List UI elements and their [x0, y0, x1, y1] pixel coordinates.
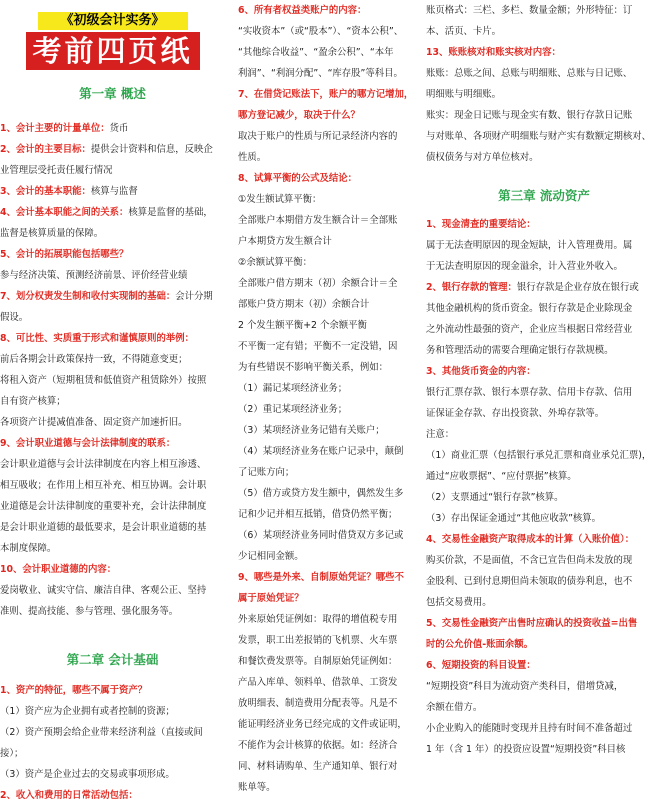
text-line [426, 298, 662, 319]
point-text: （2）重记某项经济业务； [238, 404, 348, 415]
text-line [238, 630, 420, 651]
point-text: 购买价款，不是面值，不含已宣告但尚未发放的现 [426, 555, 633, 566]
text-line [0, 286, 225, 307]
point-text: 明细账与明细账。 [426, 89, 502, 100]
text-line [426, 21, 662, 42]
point-heading: 3、其他货币资金的内容： [426, 366, 536, 377]
point-text: 业管理层受托责任履行情况 [0, 165, 113, 176]
text-line [426, 84, 662, 105]
point-text: 前后各期会计政策保持一致，不得随意变更； [0, 354, 188, 365]
point-text: 监督是核算质量的保障。 [0, 228, 104, 239]
text-line [0, 475, 225, 496]
col3-lines-2 [426, 214, 662, 760]
col1-lines-2 [0, 680, 225, 806]
chapter-heading: 第一章 概述 [79, 86, 146, 101]
text-line [426, 487, 662, 508]
text-line [238, 651, 420, 672]
text-line [0, 580, 225, 601]
point-text: 于无法查明原因的现金溢余，计入营业外收入。 [426, 261, 623, 272]
point-heading: 6、所有者权益类账户的内容： [238, 5, 367, 16]
point-heading: 2、收入和费用的日常活动包括： [0, 790, 138, 801]
point-heading: 7、在借贷记账法下，账户的哪方记增加， [238, 89, 414, 100]
point-text: （6）某项经济业务同时借贷双方多记或 [238, 530, 404, 541]
point-text: “实收资本”（或“股本”）、“资本公积”、 [238, 26, 404, 37]
point-heading: 9、会计职业道德与会计法律制度的联系： [0, 438, 176, 449]
point-text: （3）资产是企业过去的交易或事项形成。 [0, 769, 175, 780]
text-line [426, 235, 662, 256]
text-line [0, 785, 225, 806]
text-line [0, 349, 225, 370]
text-line [0, 454, 225, 475]
text-line [238, 441, 420, 462]
text-line [426, 508, 662, 529]
text-line [238, 147, 420, 168]
text-line [0, 517, 225, 538]
column-3 [426, 0, 662, 755]
point-heading: 8、可比性、实质重于形式和谨慎原则的举例： [0, 333, 195, 344]
point-text: 余额在借方。 [426, 702, 483, 713]
point-text: （1）漏记某项经济业务； [238, 383, 348, 394]
text-line [238, 462, 420, 483]
point-text: 了记账方向； [238, 467, 295, 478]
point-text: 其他金融机构的货币资金。银行存款是企业除现金 [426, 303, 633, 314]
chapter-heading: 第三章 流动资产 [498, 188, 590, 203]
text-line [238, 210, 420, 231]
point-text: 账账：总账之间、总账与明细账、总账与日记账、 [426, 68, 633, 79]
point-heading: 9、哪些是外来、自制原始凭证？哪些不 [238, 572, 404, 583]
point-text: 提供会计资料和信息，反映企 [90, 144, 213, 155]
text-line [238, 546, 420, 567]
point-heading: 属于原始凭证？ [238, 593, 304, 604]
text-line [426, 0, 662, 21]
point-text: 自有资产核算； [0, 396, 66, 407]
text-line [0, 202, 225, 223]
text-line [238, 567, 420, 588]
text-line [238, 525, 420, 546]
text-line [238, 336, 420, 357]
text-line [238, 126, 420, 147]
text-line [238, 756, 420, 777]
point-text: 通过“应收票据”、“应付票据”核算。 [426, 471, 577, 482]
text-line [238, 42, 420, 63]
text-line [0, 680, 225, 701]
text-line [0, 764, 225, 785]
point-text: 账实：现金日记账与现金实有数、银行存款日记账 [426, 110, 633, 121]
point-text: 本、活页、卡片。 [426, 26, 502, 37]
text-line [0, 139, 225, 160]
col3-lines [426, 0, 662, 168]
point-text: （2）支票通过“银行存款”核算。 [426, 492, 564, 503]
point-text: 取决于账户的性质与所记录经济内容的 [238, 131, 398, 142]
point-heading: 1、现金清查的重要结论： [426, 219, 536, 230]
point-text: 货币 [109, 123, 129, 134]
point-text: 小企业购入的能随时变现并且持有时间不准备超过 [426, 723, 633, 734]
text-line [0, 391, 225, 412]
text-line [426, 655, 662, 676]
text-line [0, 328, 225, 349]
text-line [0, 118, 225, 139]
point-text: 户本期贷方发生额合计 [238, 236, 332, 247]
column-1 [0, 0, 225, 801]
text-line [238, 399, 420, 420]
text-line [0, 307, 225, 328]
text-line [426, 613, 662, 634]
text-line [426, 319, 662, 340]
point-text: 部账户贷方期末（初）余额合计 [238, 299, 370, 310]
point-text: 外来原始凭证例如：取得的增值税专用 [238, 614, 398, 625]
text-line [238, 609, 420, 630]
point-text: 是会计职业道德的最低要求，是会计职业道德的基 [0, 522, 207, 533]
column-2 [238, 0, 420, 793]
point-text: 性质。 [238, 152, 267, 163]
text-line [426, 571, 662, 592]
point-heading: 哪方登记减少，取决于什么？ [238, 110, 360, 121]
text-line [0, 160, 225, 181]
text-line [0, 701, 225, 722]
text-line [0, 181, 225, 202]
text-line [0, 722, 225, 764]
point-text: ②余额试算平衡： [238, 257, 313, 268]
point-text: 属于无法查明原因的现金短缺，计入管理费用。属 [426, 240, 633, 251]
point-text: 本制度保障。 [0, 543, 57, 554]
point-text: 和餐饮费发票等。自制原始凭证例如： [238, 656, 398, 667]
text-line [426, 42, 662, 63]
point-text: （3）存出保证金通过“其他应收款”核算。 [426, 513, 602, 524]
point-text: “其他综合收益”、“盈余公积”、“本年 [238, 47, 394, 58]
col1-lines [0, 118, 225, 622]
text-line [0, 223, 225, 244]
point-text: 发票，职工出差报销的飞机票、火车票 [238, 635, 398, 646]
point-heading: 7、划分权责发生制和收付实现制的基础： [0, 291, 176, 302]
point-heading: 4、会计基本职能之间的关系： [0, 207, 129, 218]
text-line [238, 483, 420, 504]
point-text: 之外流动性最强的资产，企业应当根据日常经营业 [426, 324, 633, 335]
text-line [0, 265, 225, 286]
point-text: 不能作为会计核算的依据。如：经济合 [238, 740, 398, 751]
point-text: 银行存款是企业存放在银行或 [516, 282, 639, 293]
point-text: 少记相同金额。 [238, 551, 304, 562]
text-line [426, 634, 662, 655]
point-text: 包括交易费用。 [426, 597, 492, 608]
text-line [238, 294, 420, 315]
point-text: （4）某项经济业务在账户记录中，颠倒 [238, 446, 404, 457]
text-line [238, 693, 420, 714]
point-heading: 10、会计职业道德的内容： [0, 564, 117, 575]
point-text: ①发生额试算平衡： [238, 194, 322, 205]
text-line [238, 420, 420, 441]
point-text: （1）资产应为企业拥有或者控制的资源； [0, 706, 175, 717]
point-text: （5）借方或贷方发生额中，偶然发生多 [238, 488, 404, 499]
text-line [426, 592, 662, 613]
text-line [238, 231, 420, 252]
point-text: 产品入库单、领料单、借款单、工资发 [238, 677, 398, 688]
text-line [238, 588, 420, 609]
text-line [0, 412, 225, 433]
point-heading: 6、短期投资的科目设置： [426, 660, 536, 671]
point-text: 2 个发生额平衡+2 个余额平衡 [238, 320, 367, 331]
point-text: 准则、提高技能、参与管理、强化服务等。 [0, 606, 179, 617]
text-line [426, 445, 662, 466]
text-line [0, 370, 225, 391]
text-line [0, 538, 225, 559]
point-text: 与对账单、各项财产明细账与财产实有数额定期核对、 [426, 131, 652, 142]
point-text: 业道德是会计法律制度的重要补充，会计法律制度 [0, 501, 207, 512]
point-heading: 4、交易性金融资产取得成本的计算（入账价值）： [426, 534, 635, 545]
point-heading: 2、银行存款的管理： [426, 282, 517, 293]
point-text: 同、材料请购单、生产通知单、银行对 [238, 761, 398, 772]
point-text: 放明细表、制造费用分配表等。凡是不 [238, 698, 398, 709]
text-line [0, 244, 225, 265]
point-text: 债权债务与对方单位核对。 [426, 152, 539, 163]
point-text: （1）商业汇票（包括银行承兑汇票和商业承兑汇票)， [426, 450, 652, 461]
point-text: 银行汇票存款、银行本票存款、信用卡存款、信用 [426, 387, 633, 398]
col2-lines [238, 0, 420, 798]
text-line [426, 550, 662, 571]
text-line [238, 84, 420, 105]
point-text: 务和管理活动的需要合理确定银行存款规模。 [426, 345, 614, 356]
point-text: 注意： [426, 429, 455, 440]
point-text: 全部账户本期借方发生额合计＝全部账 [238, 215, 398, 226]
point-text: 证保证金存款、存出投资款、外埠存款等。 [426, 408, 605, 419]
text-line [238, 189, 420, 210]
point-heading: 时的公允价值-账面余额。 [426, 639, 534, 650]
text-line [426, 63, 662, 84]
main-title: 考前四页纸 [26, 32, 200, 70]
point-text: 爱岗敬业、诚实守信、廉洁自律、客观公正、坚持 [0, 585, 207, 596]
text-line [426, 382, 662, 403]
text-line [238, 672, 420, 693]
text-line [426, 403, 662, 424]
text-line [0, 496, 225, 517]
text-line [238, 168, 420, 189]
point-text: 参与经济决策、预测经济前景、评价经营业绩 [0, 270, 188, 281]
text-line [426, 105, 662, 126]
point-heading: 13、账账核对和账实核对内容： [426, 47, 561, 58]
text-line [238, 0, 420, 21]
text-line [238, 777, 420, 798]
point-text: （3）某项经济业务记错有关账户； [238, 425, 385, 436]
text-line [0, 601, 225, 622]
text-line [426, 697, 662, 718]
point-text: 记和少记并相互抵销，借贷仍然平衡； [238, 509, 398, 520]
point-text: 金股利、已到付息期但尚未领取的债券利息，也不 [426, 576, 633, 587]
point-text: 各项资产计提减值准备、固定资产加速折旧。 [0, 417, 188, 428]
point-heading: 1、资产的特征，哪些不属于资产？ [0, 685, 148, 696]
text-line [238, 63, 420, 84]
point-text: 会计分期 [175, 291, 213, 302]
text-line [426, 126, 662, 147]
subject-banner: 《初级会计实务》 [38, 12, 188, 30]
point-text: 为有些错误不影响平衡关系，例如： [238, 362, 389, 373]
point-text: 账单等。 [238, 782, 276, 793]
text-line [426, 718, 662, 739]
point-text: 核算是监督的基础， [128, 207, 213, 218]
text-line [426, 739, 662, 760]
text-line [238, 735, 420, 756]
text-line [238, 252, 420, 273]
point-heading: 2、会计的主要目标： [0, 144, 91, 155]
text-line [426, 277, 662, 298]
point-text: 全部账户借方期末（初）余额合计＝全 [238, 278, 398, 289]
text-line [426, 340, 662, 361]
text-line [0, 559, 225, 580]
text-line [426, 466, 662, 487]
point-text: 相互吸收；在作用上相互补充、相互协调。会计职 [0, 480, 207, 491]
text-line [238, 315, 420, 336]
point-heading: 3、会计的基本职能： [0, 186, 91, 197]
point-text: 账页格式：三栏、多栏、数量金额；外形特征：订 [426, 5, 633, 16]
text-line [426, 529, 662, 550]
text-line [238, 357, 420, 378]
text-line [426, 676, 662, 697]
point-text: 假设。 [0, 312, 29, 323]
text-line [426, 256, 662, 277]
point-text: 利润”、“利润分配”、“库存股”等科目。 [238, 68, 403, 79]
point-heading: 5、会计的拓展职能包括哪些？ [0, 249, 129, 260]
point-heading: 5、交易性金融资产出售时应确认的投资收益=出售 [426, 618, 638, 629]
text-line [238, 21, 420, 42]
text-line [238, 378, 420, 399]
text-line [0, 433, 225, 454]
point-text: “短期投资”科目为流动资产类科目，借增贷减， [426, 681, 624, 692]
text-line [238, 273, 420, 294]
chapter-heading: 第二章 会计基础 [66, 652, 159, 667]
text-line [426, 147, 662, 168]
point-text: 能证明经济业务已经完成的文件或证明， [238, 719, 407, 730]
text-line [238, 105, 420, 126]
text-line [238, 714, 420, 735]
point-text: （2）资产预期会给企业带来经济利益（直接或间接）； [0, 727, 203, 759]
text-line [426, 424, 662, 445]
point-heading: 1、会计主要的计量单位： [0, 123, 110, 134]
text-line [238, 504, 420, 525]
point-text: 核算与监督 [90, 186, 138, 197]
point-heading: 8、试算平衡的公式及结论： [238, 173, 358, 184]
point-text: 不平衡一定有错；平衡不一定没错，因 [238, 341, 398, 352]
point-text: 会计职业道德与会计法律制度在内容上相互渗透、 [0, 459, 207, 470]
point-text: 将租入资产（短期租赁和低值资产租赁除外）按照 [0, 375, 207, 386]
text-line [426, 214, 662, 235]
text-line [426, 361, 662, 382]
point-text: 1 年（含 1 年）的投资应设置“短期投资”科目核 [426, 744, 626, 755]
